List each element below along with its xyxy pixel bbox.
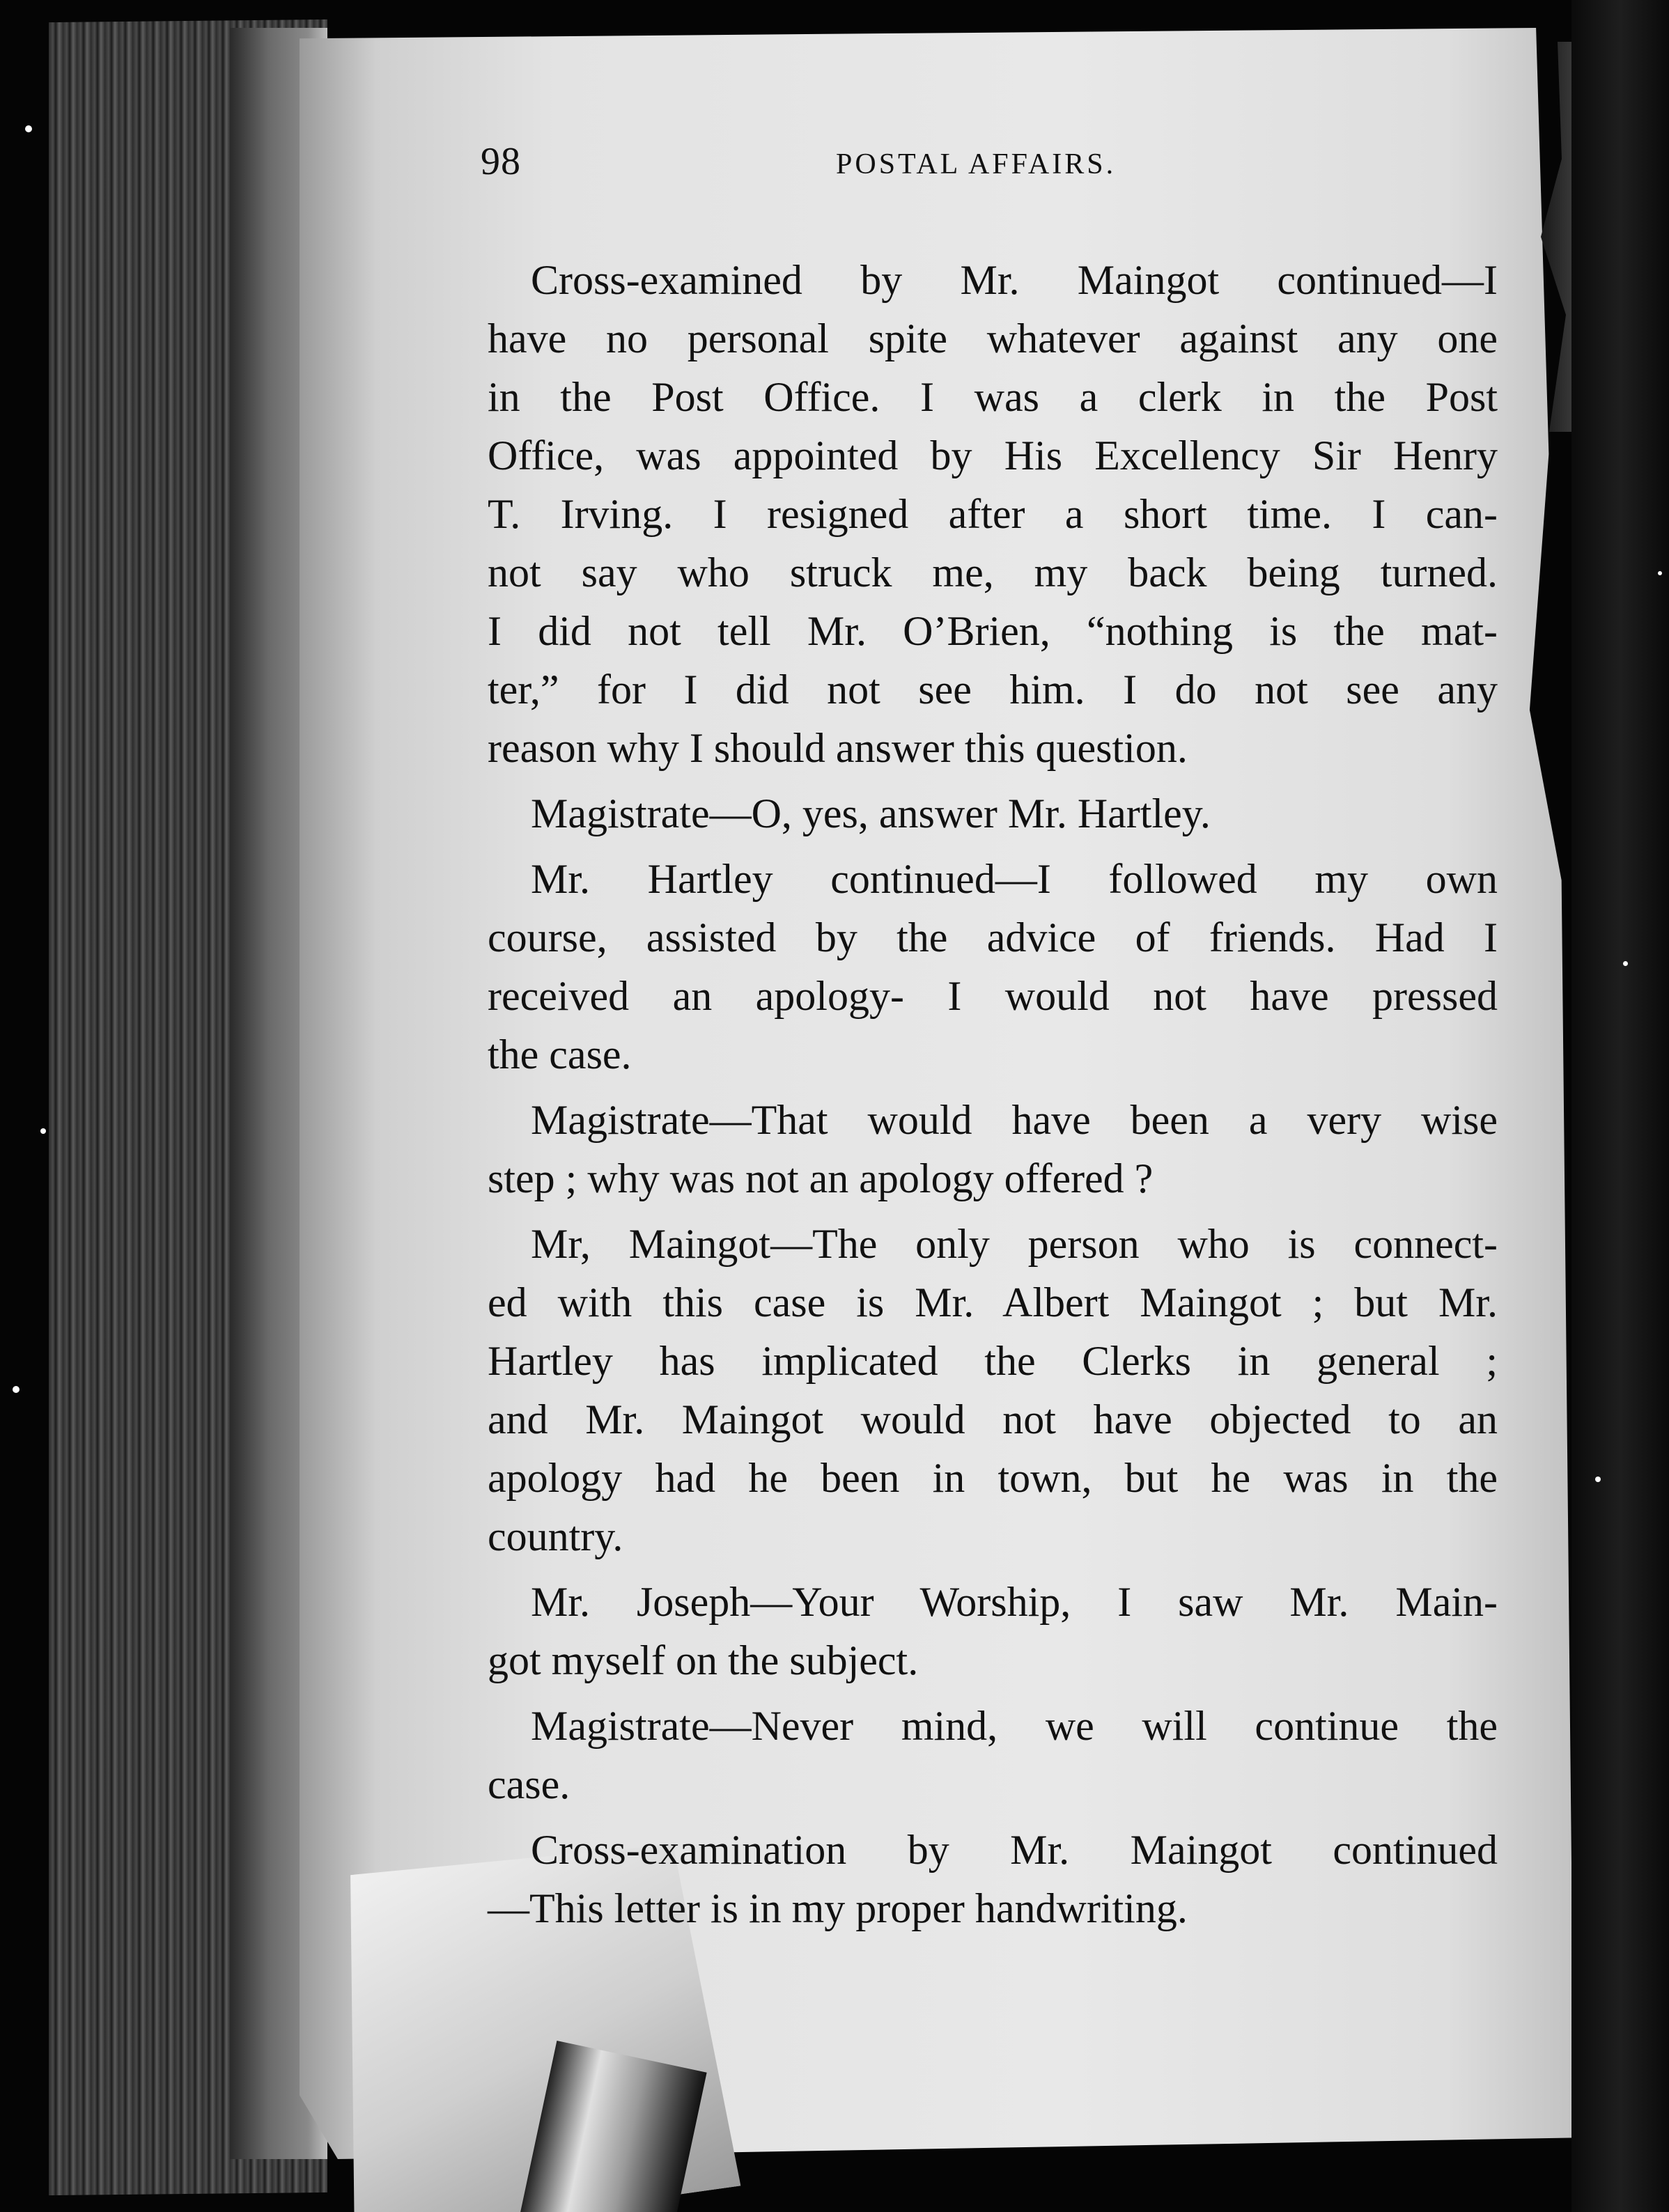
text-line: Office, was appointed by His Excellency Sir Henry (488, 433, 1498, 478)
text-line: T. Irving. I resigned after a short time. I can- (488, 491, 1498, 537)
text-line: got myself on the subject. (488, 1637, 919, 1683)
paragraph (488, 1573, 1498, 1690)
text-line: course, assisted by the advice of friends. Had I (488, 914, 1498, 960)
text-line: have no personal spite whatever against any one (488, 316, 1498, 361)
text-line: Magistrate—O, yes, answer Mr. Hartley. (531, 790, 1211, 836)
text-line: Cross-examination by Mr. Maingot continued (531, 1827, 1498, 1873)
paragraph (488, 1821, 1498, 1938)
paragraph (488, 1697, 1498, 1814)
dust-speck (1623, 961, 1628, 966)
paragraph (488, 850, 1498, 1084)
dust-speck (1595, 1477, 1601, 1482)
text-line: Magistrate—That would have been a very wise (531, 1097, 1498, 1143)
text-line: I did not tell Mr. O’Brien, “nothing is the mat- (488, 608, 1498, 654)
text-line: ter,” for I did not see him. I do not see any (488, 667, 1498, 712)
text-line: ed with this case is Mr. Albert Maingot ; but Mr. (488, 1279, 1498, 1325)
text-line: Cross-examined by Mr. Maingot continued—I (531, 257, 1498, 303)
scan-background-right (1571, 0, 1669, 2212)
paragraph (488, 1215, 1498, 1566)
dust-speck (1658, 571, 1662, 575)
text-line: Mr. Joseph—Your Worship, I saw Mr. Main- (531, 1579, 1498, 1625)
dust-speck (25, 125, 32, 132)
text-line: step ; why was not an apology offered ? (488, 1155, 1154, 1201)
text-line: the case. (488, 1031, 632, 1077)
text-line: Mr. Hartley continued—I followed my own (531, 856, 1498, 902)
paragraph (488, 784, 1498, 843)
paragraph (488, 251, 1498, 777)
text-line: apology had he been in town, but he was in the (488, 1455, 1498, 1501)
dust-speck (40, 1128, 46, 1134)
running-head: POSTAL AFFAIRS. (836, 148, 1117, 180)
paragraph (488, 1091, 1498, 1208)
text-line: Mr, Maingot—The only person who is connect- (531, 1221, 1498, 1267)
text-line: not say who struck me, my back being turned. (488, 550, 1498, 595)
text-line: country. (488, 1513, 623, 1559)
text-line: in the Post Office. I was a clerk in the Post (488, 374, 1498, 420)
text-line: Magistrate—Never mind, we will continue the (531, 1703, 1498, 1749)
text-line: received an apology- I would not have pressed (488, 973, 1498, 1019)
text-line: case. (488, 1761, 570, 1807)
page-number: 98 (481, 140, 521, 183)
text-line: reason why I should answer this question. (488, 725, 1188, 771)
dust-speck (13, 1386, 20, 1393)
body-text (488, 251, 1498, 1945)
text-line: —This letter is in my proper handwriting. (488, 1885, 1188, 1931)
text-line: Hartley has implicated the Clerks in general ; (488, 1338, 1498, 1384)
text-line: and Mr. Maingot would not have objected to an (488, 1396, 1498, 1442)
